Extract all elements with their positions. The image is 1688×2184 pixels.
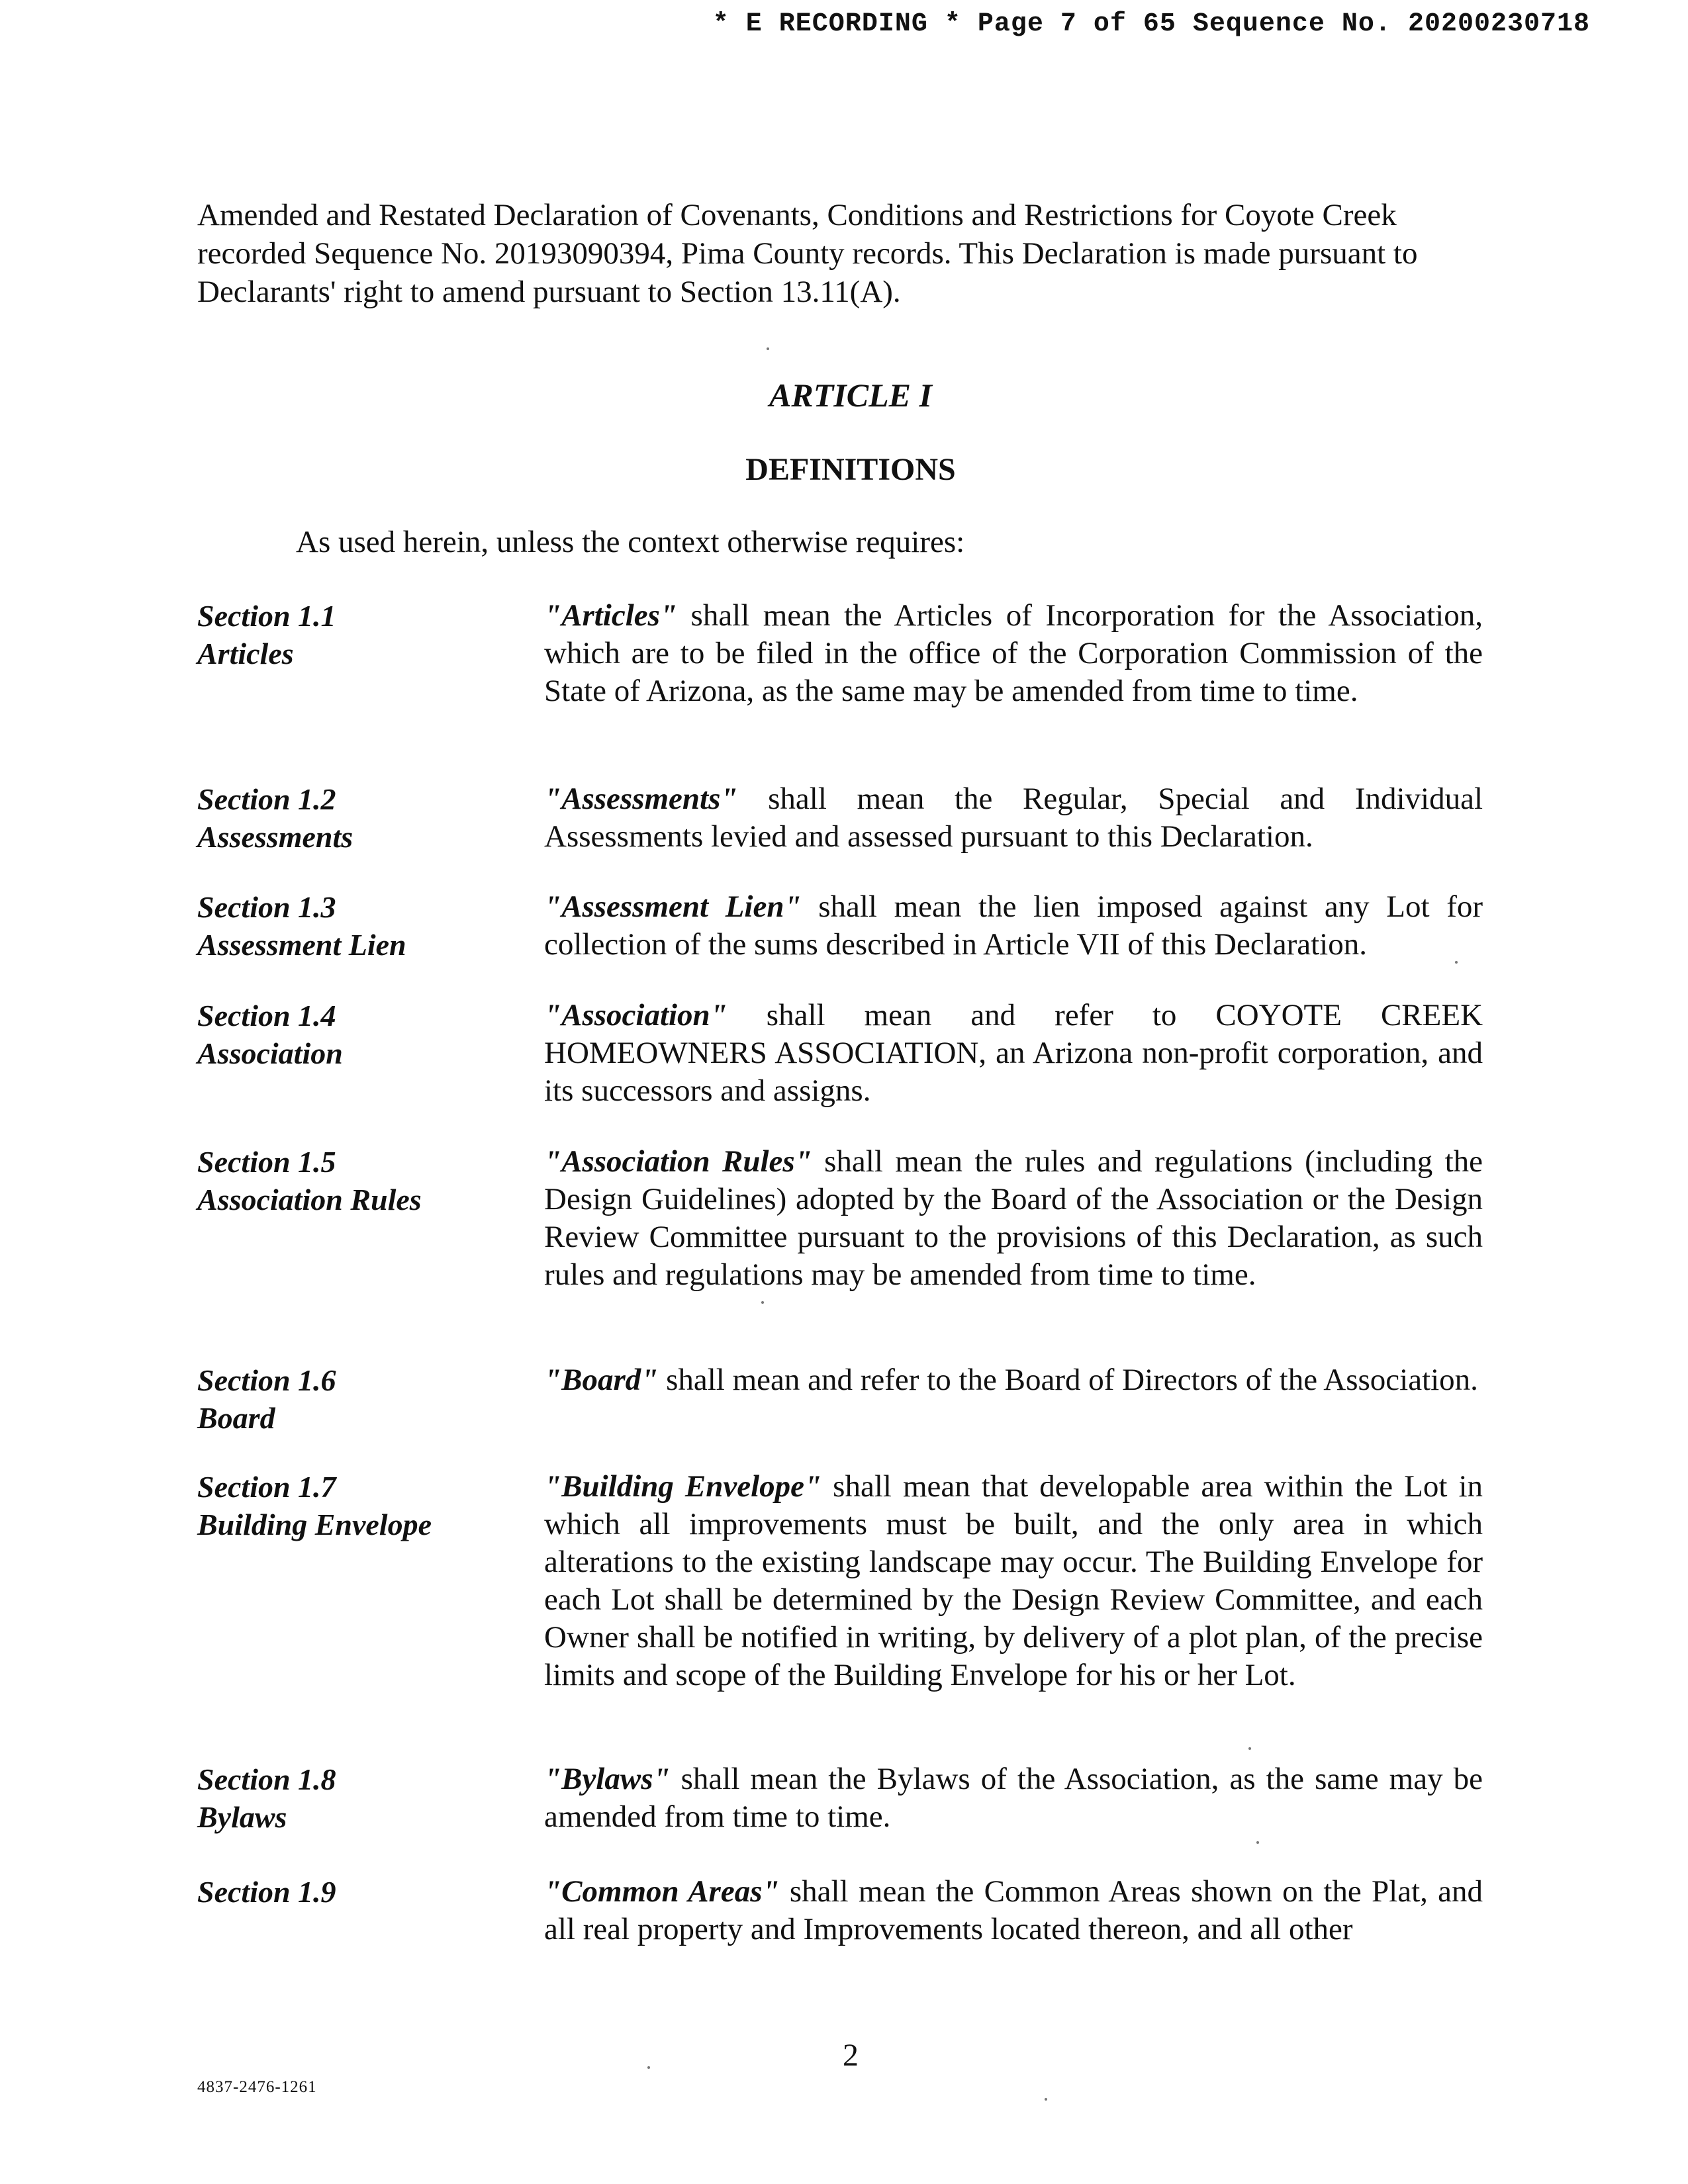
definition-text: shall mean the Regular, Special and Individual Assessments levied and assessed pursuant to this Declaration. — [544, 782, 1483, 854]
section-name: Building Envelope — [197, 1508, 432, 1541]
section-label — [197, 997, 515, 1072]
definition-text: shall mean the Articles of Incorporation for the Association, which are to be filed in the office of the Corporation Commission of the State of Arizona, as the same may be amended from time to time. — [544, 598, 1483, 708]
section-number: Section 1.1 — [197, 599, 336, 633]
page-number: 2 — [843, 2038, 859, 2073]
definition-text: shall mean and refer to COYOTE CREEK HOMEOWNERS ASSOCIATION, an Arizona non-profit corporation, and its successors and assigns. — [544, 998, 1483, 1108]
defined-term: "Board" — [544, 1363, 659, 1397]
section-label — [197, 1361, 515, 1437]
document-id: 4837-2476-1261 — [197, 2078, 317, 2096]
section-name: Assessment Lien — [197, 928, 406, 962]
section-label — [197, 1760, 515, 1836]
section-label — [197, 888, 515, 964]
definition-text: shall mean the Common Areas shown on the Plat, and all real property and Improvements located thereon, and all other — [544, 1874, 1483, 1946]
defined-term: "Assessment Lien" — [544, 889, 802, 924]
defined-term: "Assessments" — [544, 782, 738, 816]
defined-term: "Association Rules" — [544, 1144, 812, 1179]
section-number: Section 1.7 — [197, 1470, 336, 1504]
definition-text: shall mean the Bylaws of the Association, as the same may be amended from time to time. — [544, 1762, 1483, 1834]
definition-text: shall mean the lien imposed against any Lot for collection of the sums described in Article VII of this Declaration. — [544, 889, 1483, 962]
section-name: Assessments — [197, 820, 353, 854]
definition-text: shall mean and refer to the Board of Directors of the Association. — [666, 1363, 1478, 1397]
defined-term: "Common Areas" — [544, 1874, 780, 1909]
scan-speck — [767, 347, 769, 350]
scan-speck — [647, 2066, 650, 2069]
section-definition — [544, 597, 1483, 710]
defined-term: "Association" — [544, 998, 727, 1032]
section-number: Section 1.6 — [197, 1363, 336, 1397]
section-number: Section 1.9 — [197, 1875, 336, 1909]
article-title: DEFINITIONS — [745, 452, 956, 487]
section-label — [197, 597, 515, 672]
scan-speck — [1455, 961, 1458, 964]
section-name: Association Rules — [197, 1183, 422, 1216]
section-definition — [544, 888, 1483, 964]
section-name: Articles — [197, 637, 294, 670]
defined-term: "Articles" — [544, 598, 678, 633]
defined-term: "Bylaws" — [544, 1762, 671, 1796]
section-definition — [544, 780, 1483, 856]
section-name: Bylaws — [197, 1800, 287, 1834]
recording-stamp: * E RECORDING * Page 7 of 65 Sequence No. 20200230718 — [712, 9, 1590, 39]
definition-text: shall mean the rules and regulations (including the Design Guidelines) adopted by the Board of the Association or the Design Review Committee pursuant to the provisions of this Declaration, as such rules and regulations may be amended from time to time. — [544, 1144, 1483, 1292]
lead-in-text: As used herein, unless the context otherwise requires: — [296, 525, 965, 559]
article-number: ARTICLE I — [769, 377, 932, 414]
scan-speck — [1045, 2098, 1047, 2101]
section-label — [197, 780, 515, 856]
section-name: Association — [197, 1036, 343, 1070]
section-label — [197, 1143, 515, 1218]
section-definition — [544, 1361, 1483, 1399]
section-definition — [544, 997, 1483, 1110]
section-name: Board — [197, 1401, 275, 1435]
section-label — [197, 1468, 515, 1543]
scan-speck — [761, 1301, 764, 1304]
definition-text: shall mean that developable area within the Lot in which all improvements must be built, and the only area in which alterations to the existing landscape may occur. The Building Envelope for each Lot shall be determined by the Design Review Committee, and each Owner shall be notified in writing, by delivery of a plot plan, of the precise limits and scope of the Building Envelope for his or her Lot. — [544, 1469, 1483, 1692]
section-number: Section 1.2 — [197, 782, 336, 816]
defined-term: "Building Envelope" — [544, 1469, 822, 1504]
section-number: Section 1.3 — [197, 890, 336, 924]
section-number: Section 1.8 — [197, 1762, 336, 1796]
scan-speck — [1256, 1841, 1259, 1844]
scan-speck — [1248, 1747, 1251, 1750]
section-definition — [544, 1468, 1483, 1694]
intro-paragraph: Amended and Restated Declaration of Covenants, Conditions and Restrictions for Coyote Creek recorded Sequence No. 20193090394, Pima County records. This Declaration is made pursuant to Declarants' right to amend pursuant to Section 13.11(A). — [197, 198, 1418, 309]
section-definition — [544, 1760, 1483, 1836]
section-label — [197, 1873, 515, 1911]
section-number: Section 1.4 — [197, 999, 336, 1032]
section-number: Section 1.5 — [197, 1145, 336, 1179]
section-definition — [544, 1143, 1483, 1294]
section-definition — [544, 1873, 1483, 1948]
